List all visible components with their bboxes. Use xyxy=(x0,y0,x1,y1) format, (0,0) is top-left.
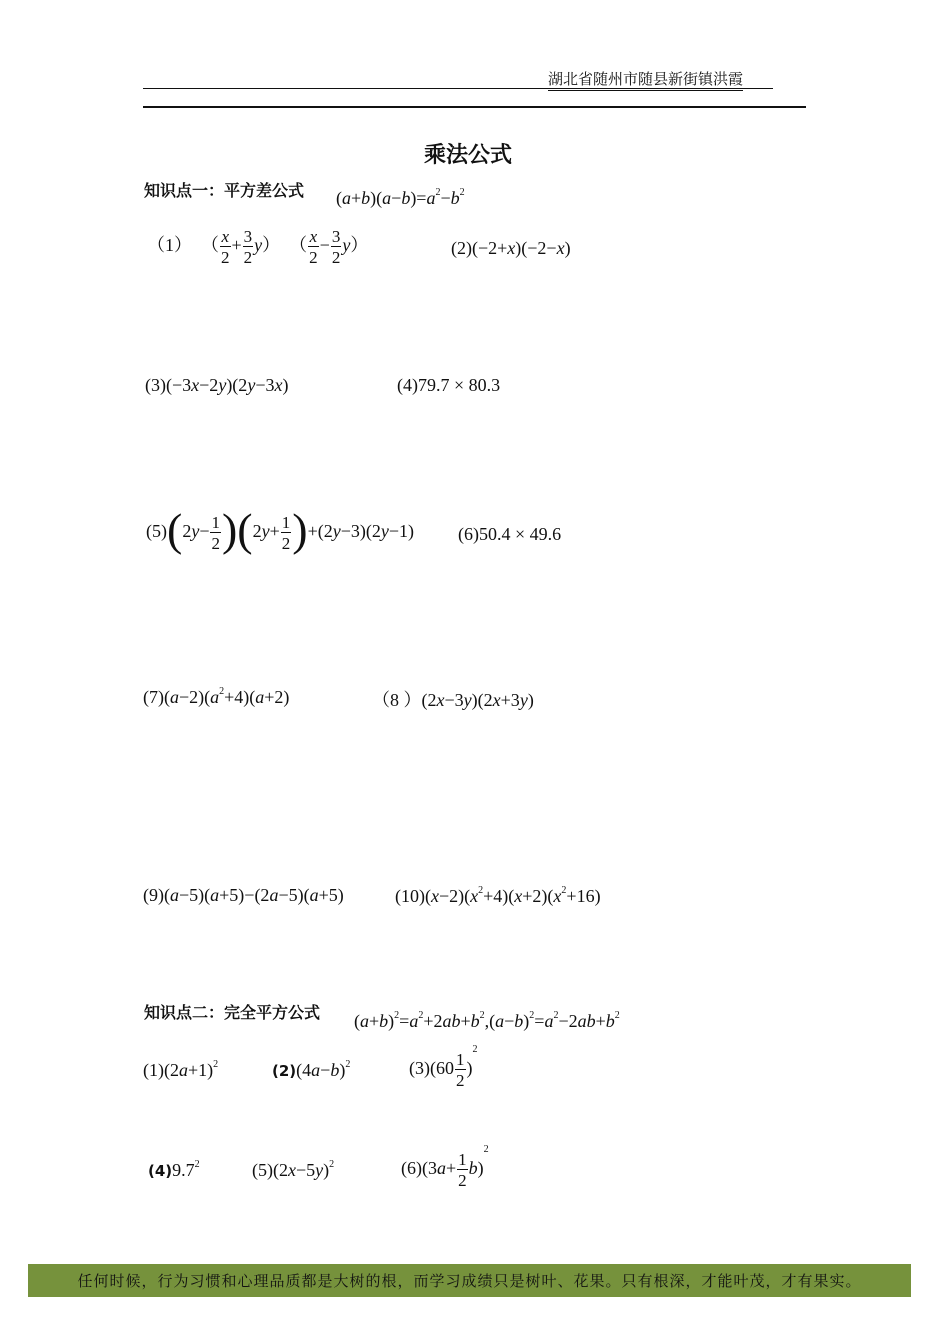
header-location: 湖北省随州市随县新街镇洪霞 xyxy=(548,68,743,91)
question-6: (6)(3a+ $\frac{1}{2}$ b)$^2$ xyxy=(401,1144,489,1190)
section1-heading: 知识点一：平方差公式 xyxy=(144,181,305,200)
question-6-label: (6) xyxy=(401,1158,422,1178)
question-3-label: (3) xyxy=(409,1058,430,1078)
problem-8: （8 ）(2x−3y)(2x+3y) xyxy=(372,690,534,710)
problem-5: (5)(2y− $\frac{1}{2}$ )(2y+ $\frac{1}{2}$ )+(2y−3)(2y−1) xyxy=(146,504,415,556)
section1-formula: $(a+b)(a-b)=a^2-b^2$ xyxy=(336,187,465,208)
question-3: (3)(60 $\frac{1}{2}$ )$^2$ xyxy=(409,1044,478,1090)
problem-6-expr: 50.4 × 49.6 xyxy=(479,524,562,544)
problem-6 xyxy=(458,524,561,545)
problem-9-label: (9) xyxy=(143,885,164,905)
problem-1-label: （1） xyxy=(147,235,192,256)
question-1: $(1)(2a+1)^2$ xyxy=(143,1059,219,1080)
question-4-label: (4) xyxy=(148,1162,173,1180)
page-title: 乘法公式 xyxy=(424,143,513,168)
question-2-label: (2) xyxy=(272,1062,297,1080)
question-5-label: (5) xyxy=(252,1160,273,1180)
section2-formula: $(a+b)^2=a^2+2ab+b^2,(a-b)^2=a^2-2ab+b^2$ xyxy=(354,1010,620,1031)
problem-7-label: (7) xyxy=(143,687,164,707)
question-5: $(5)(2x-5y)^2$ xyxy=(252,1159,335,1180)
header-rule-thick xyxy=(143,106,806,108)
problem-10: $(10)(x-2)(x^2+4)(x+2)(x^2+16)$ xyxy=(395,885,601,906)
section2-heading: 知识点二：完全平方公式 xyxy=(144,1003,321,1022)
header-rule-thin xyxy=(143,88,773,89)
footer-motto-banner xyxy=(28,1264,911,1297)
problem-4 xyxy=(397,375,500,396)
problem-2: (2)(−2+x)(−2−x) xyxy=(451,238,571,258)
problem-3: (3)(−3x−2y)(2y−3x) xyxy=(145,375,289,395)
problem-4-label: (4) xyxy=(397,375,418,395)
problem-2-label: (2) xyxy=(451,238,472,258)
problem-9: (9)(a−5)(a+5)−(2a−5)(a+5) xyxy=(143,885,344,905)
question-4: $(4)9.7^2$ xyxy=(148,1159,200,1180)
problem-5-label: (5) xyxy=(146,521,167,542)
footer-motto: 任何时候，行为习惯和心理品质都是大树的根，而学习成绩只是树叶、花果。只有根深，才能叶茂，才有果实。 xyxy=(77,1272,862,1290)
question-2: $(2)(4a-b)^2$ xyxy=(272,1059,351,1080)
problem-3-label: (3) xyxy=(145,375,166,395)
problem-1: （1） （ $\frac{x}{2}$ + $\frac{3}{2}$ y） （ $\frac{x}{2}$ − $\frac{3}{2}$ y） xyxy=(147,227,369,267)
problem-8-label: （8 ） xyxy=(372,690,422,710)
problem-7: $(7)(a-2)(a^2+4)(a+2)$ xyxy=(143,686,290,707)
problem-10-label: (10) xyxy=(395,886,425,906)
question-4-expr: 9.7 xyxy=(172,1160,195,1180)
problem-6-label: (6) xyxy=(458,524,479,544)
question-1-label: (1) xyxy=(143,1060,164,1080)
problem-4-expr: 79.7 × 80.3 xyxy=(418,375,501,395)
